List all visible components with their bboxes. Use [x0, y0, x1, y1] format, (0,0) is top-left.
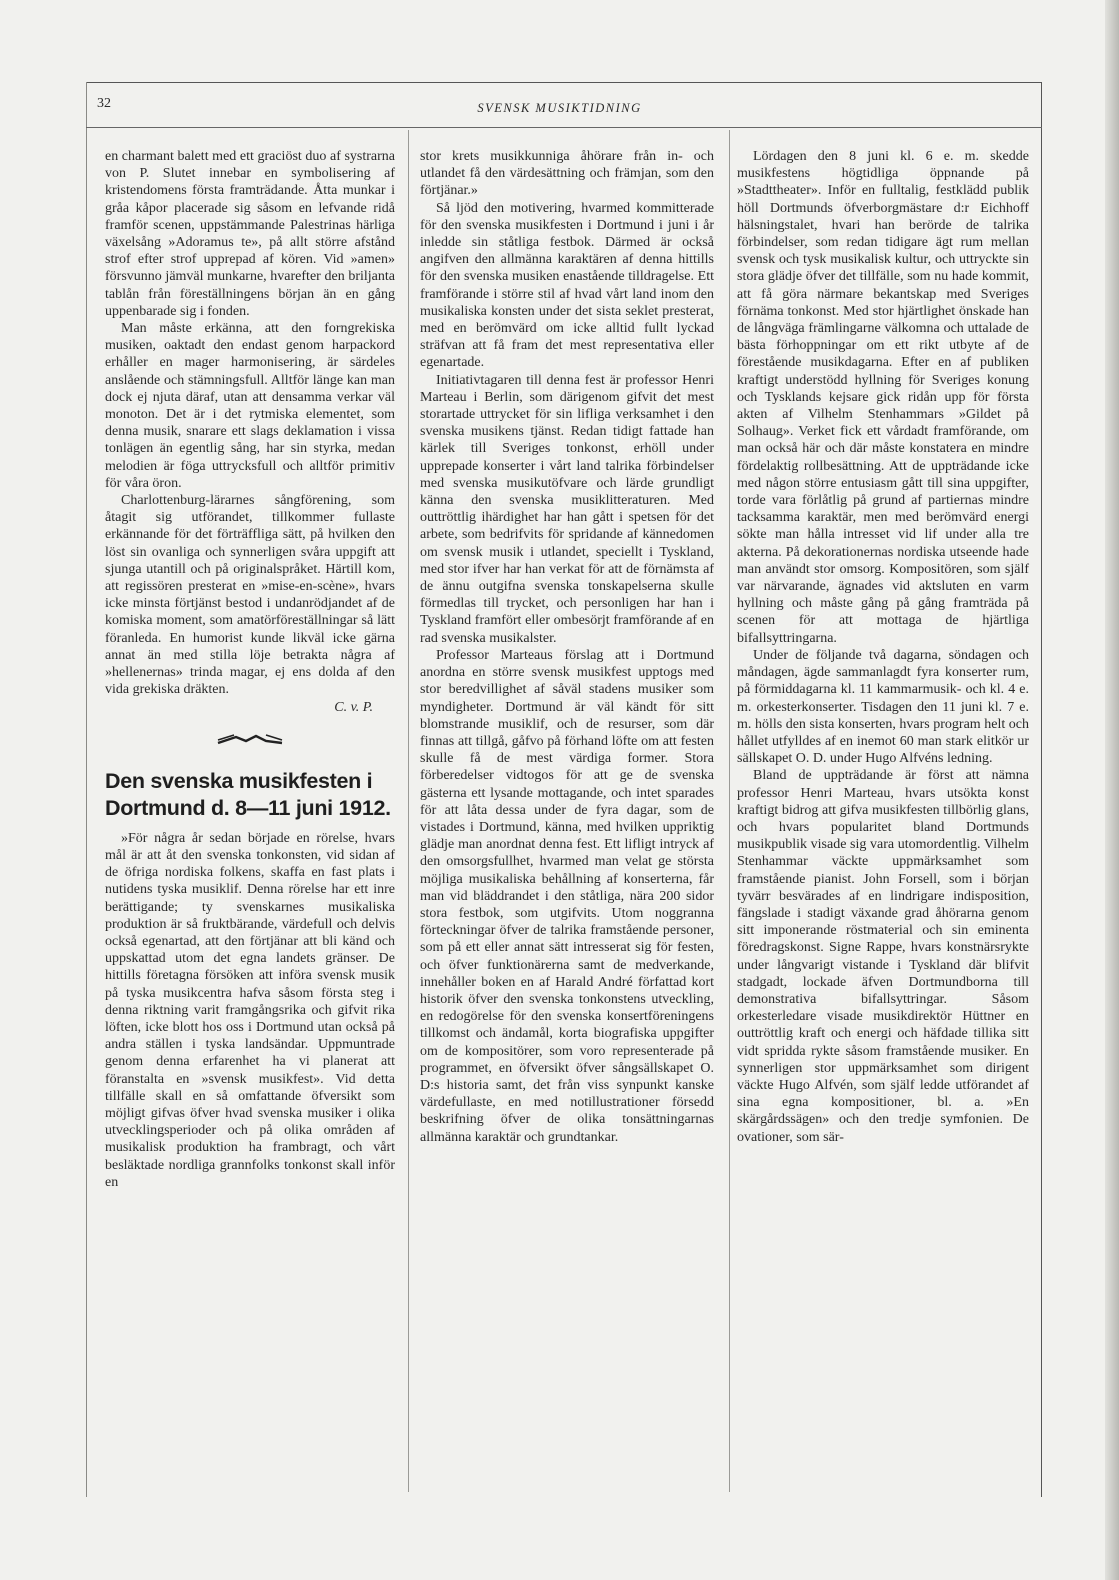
paragraph: »För några år sedan började en rörelse, hvars mål är att åt den svenska tonkonsten, vid sidan af de öfriga nordiska folkens, skaffa en fast plats i nutidens tyska musiklif. Denna rörelse har ett inre berättigande; ty svenskarnes musikaliska produktion är så fruktbärande, värdefull och delvis också egenartad, att den förtjänar att bli känd och uppskattad utom det egna landets gränser. De hittills företagna försöken att införa svensk musik på tyska musikcentra hafva såsom första steg i denna riktning varit framgångsrika och gifvit rika löften, icke blott hos oss i Dortmund utan också på andra ställen i tyska landsändar. Uppmuntrade genom denna erfarenhet ha vi planerat att föranstalta en »svensk musikfest». Vid detta tillfälle skall en så omfattande öfversikt som möjligt gifvas öfver hvad svenska musiker i olika utvecklingsperioder och på olika områden af musikalisk produktion ha frambragt, och vårt besläktade nordliga grannfolks tonkonst skall inför en — [105, 830, 395, 1190]
ornament-divider — [200, 732, 300, 746]
paragraph: Under de följande två dagarna, söndagen och måndagen, ägde sammanlagdt fyra konserter rum, på förmiddagarna kl. 11 kammarmusik- och kl. 4 e. m. orkesterkonserter. Tisdagen den 11 juni kl. 7 e. m. hölls den sista konserten, hvars program helt och hållet utfylldes af en inemot 60 man stark elitkör ur sällskapet O. D. under Hugo Alfvéns ledning. — [737, 647, 1029, 767]
paragraph: Charlottenburg-lärarnes sångförening, som åtagit sig utförandet, tillkommer fullaste erkännande för det förträffliga sätt, på hvilken den löst sin ovanliga och synnerligen svåra uppgift att sjunga utantill och på originalspråket. Härtill kom, att regissören presterat en »mise-en-scène», hvars icke minsta förtjänst bestod i undanrödjandet af de komiska moment, som amatörföreställningar så lätt föranleda. En humorist kunde likväl icke gärna annat än med stilla löje betrakta några af »hellenernas» trinda magar, ej ens dolda af den vida grekiska dräkten. — [105, 493, 395, 698]
paragraph: Så ljöd den motivering, hvarmed kommitterade för den svenska musikfesten i Dortmund i juni i år inledde sin ståtliga festbok. Därmed är också angifven den allmänna karaktären af denna hittills för den svenska musiken enastående tilldragelse. Ett framförande i större stil af hvad vårt land inom den musikaliska konsten under det sista seklet presterat, med en berömvärd om icke alltid fullt lyckad sträfvan att få fram det mest representativa eller egenartade. — [420, 200, 714, 371]
paragraph: Man måste erkänna, att den forngrekiska musiken, oaktadt den endast genom harpackord erhåller en mager harmonisering, är särdeles anslående och stämningsfull. Alltför länge kan man dock ej njuta däraf, utan att densamma verkar väl monoton. Det är i det rytmiska elementet, som denna musik, snarare ett slags deklamation i vissa tonlägen än egentlig sång, har sin styrka, medan melodien är föga uttrycksfull och alltför primitiv för våra öron. — [105, 321, 395, 491]
header-rule — [86, 127, 1042, 128]
paragraph: en charmant balett med ett graciöst duo af systrarna von P. Slutet innebar en symbolisering af kristendomens första framträdande. Åtta munkar i gråa kåpor placerade sig såsom en lefvande ridå framför scenen, uppstämmande Palestrinas härliga växelsång »Adoramus te», på allt större afstånd strof efter strof upprepad af kören. Vid »amen» försvunno jämväl munkarne, hvarefter den briljanta tablån från föreställningens början än en gång uppenbarade sig i fonden. — [105, 149, 395, 319]
paragraph: Lördagen den 8 juni kl. 6 e. m. skedde musikfestens högtidliga öppnande på »Stadttheater». Inför en fulltalig, festklädd publik höll Dortmunds öfverborgmästare d:r Eichhoff hälsningstalet, hvari han berörde de talrika förbindelser, som redan tidigare ägt rum mellan svensk och tysk musikalisk kultur, och uttryckte sin stora glädje öfver det tillfälle, som nu hade kommit, att få göra närmare bekantskap med Sveriges förnäma tonkonst. Med stor hjärtlighet önskade han de långväga främlingarne välkomna och uttalade de bästa förhoppningar om ett rikt utbyte af de förestående musikdagarna. Efter en af publiken kraftigt understödd hyllning för Sveriges konung och Tysklands kejsare gick ridån upp för första akten af Vilhelm Stenhammars »Gildet på Solhaug». Verket fick ett vårdadt framförande, om man också här och där måste konstatera en mindre fördelaktig rollbesättning. Att de uppträdande icke med någon större entusiasm gått till sina uppgifter, torde vara förlåtlig på grund af partiernas mindre tacksamma karaktär, men med berömvärd energi sökte man hålla intresset vid lif under alla tre akterna. På dekorationernas nordiska utseende hade man användt stor omsorg. Kompositören, som själf var närvarande, ägnades vid aktsluten en varm hyllning och måste gång på gång framträda på scenen för att mottaga de hjärtliga bifallsyttringarna. — [737, 149, 1029, 646]
frame-top-rule — [86, 82, 1042, 83]
page-number: 32 — [97, 96, 111, 111]
column-1 — [105, 148, 395, 1191]
paragraph: Bland de uppträdande är först att nämna professor Henri Marteau, hvars utsökta konst kraftigt bidrog att gifva musikfesten tillbörlig glans, och hvars popularitet bland Dortmunds musikpublik visade sig vara utomordentlig. Vilhelm Stenhammar väckte uppmärksamhet som framstående pianist. John Forsell, som i början tyvärr besvärades af en lindrigare indisposition, fängslade i stadigt växande grad åhörarna genom sitt imponerande röstmaterial och sin eminenta föredragskonst. Signe Rappe, hvars konstnärsrykte under långvarigt vistande i Tyskland där blifvit stadgadt, lockade äfven Dortmundborna till demonstrativa bifallsyttringar. Såsom orkesterledare visade musikdirektör Hüttner en outtröttlig kraft och energi och häfdade tillika sitt vidt spridda rykte såsom framstående musiker. En synnerligen stor uppmärksamhet som dirigent väckte Hugo Alfvén, som själf ledde utförandet af sina egna kompositioner, bl. a. »En skärgårdssägen» och den tredje symfonien. De ovationer, som sär- — [737, 768, 1029, 1145]
page-edge-shadow — [1105, 0, 1119, 1580]
frame-right-rule — [1041, 82, 1042, 1497]
column-3 — [737, 148, 1029, 1146]
paragraph: Professor Marteaus förslag att i Dortmund anordna en större svensk musikfest upptogs med stor beredvillighet af såväl stadens musiker som myndigheter. Dortmund är väl kändt för sitt blomstrande musiklif, och de resurser, som där finnas att tillgå, gåfvo på förhand löfte om att festen skulle få de mest värdiga former. Stora förberedelser vidtogos för att ge de svenska gästerna ett lysande mottagande, och intet sparades för att låta dessa under de fyra dagar, som de vistades i Dortmund, känna, med hvilken uppriktig glädje man anordnat denna fest. Ett lifligt intryck af den omsorgsfullhet, hvarmed man velat ge största möjliga musikaliska behållning af konserterna, får man vid bläddrandet i den ståtliga, nära 200 sidor stora festbok, som utgifvits. Utom noggranna förteckningar öfver de talrika framstående personer, som på ett eller annat sätt intresserat sig för festen, och öfver funktionärerna samt de medverkande, innehåller boken en af Harald André författad kort historik öfver den svenska tonkonstens utveckling, en redogörelse för den svenska konsertföreningens tillkomst och ändamål, korta biografiska uppgifter om de kompositörer, som voro representerade på programmet, en öfversikt öfver sångsällskapet O. D:s historia samt, det från viss synpunkt kanske värdefullaste, en med notillustrationer försedd beskrifning öfver de olika tonsättningarnas allmänna karaktär och grundtankar. — [420, 647, 714, 1145]
frame-left-rule — [86, 82, 87, 1497]
column-2 — [420, 148, 714, 1146]
paragraph: stor krets musikkunniga åhörare från in- och utlandet få den värdesättning och främjan, som den förtjänar.» — [420, 149, 714, 199]
author-signature: C. v. P. — [334, 699, 373, 715]
article-headline: Den svenska musikfesten i Dortmund d. 8—11 juni 1912. — [105, 768, 391, 820]
running-title: SVENSK MUSIKTIDNING — [477, 101, 642, 115]
column-rule-1 — [408, 130, 409, 1492]
column-rule-2 — [729, 130, 730, 1492]
paragraph: Initiativtagaren till denna fest är professor Henri Marteau i Berlin, som därigenom gifvit det mest storartade uttrycket för sin lifliga verksamhet i den svenska musikens tjänst. Redan tidigt fattade han kärlek till Sveriges tonkonst, erhöll under upprepade konserter i vårt land talrika förbindelser med svenska musikutöfvare och lärde grundligt känna den svenska musiklitteraturen. Med outtröttlig ihärdighet har han gått i spetsen för det arbete, som bedrifvits för spridande af kännedomen om svensk musik i utlandet, speciellt i Tyskland, med stor ifver har han verkat för att de förnämsta af de ännu outgifna svenska tonskapelserna skulle förmedlas till trycket, och personligen har han i Tyskland framfört eller ombesörjt framförande af en rad svenska musikalster. — [420, 372, 714, 646]
